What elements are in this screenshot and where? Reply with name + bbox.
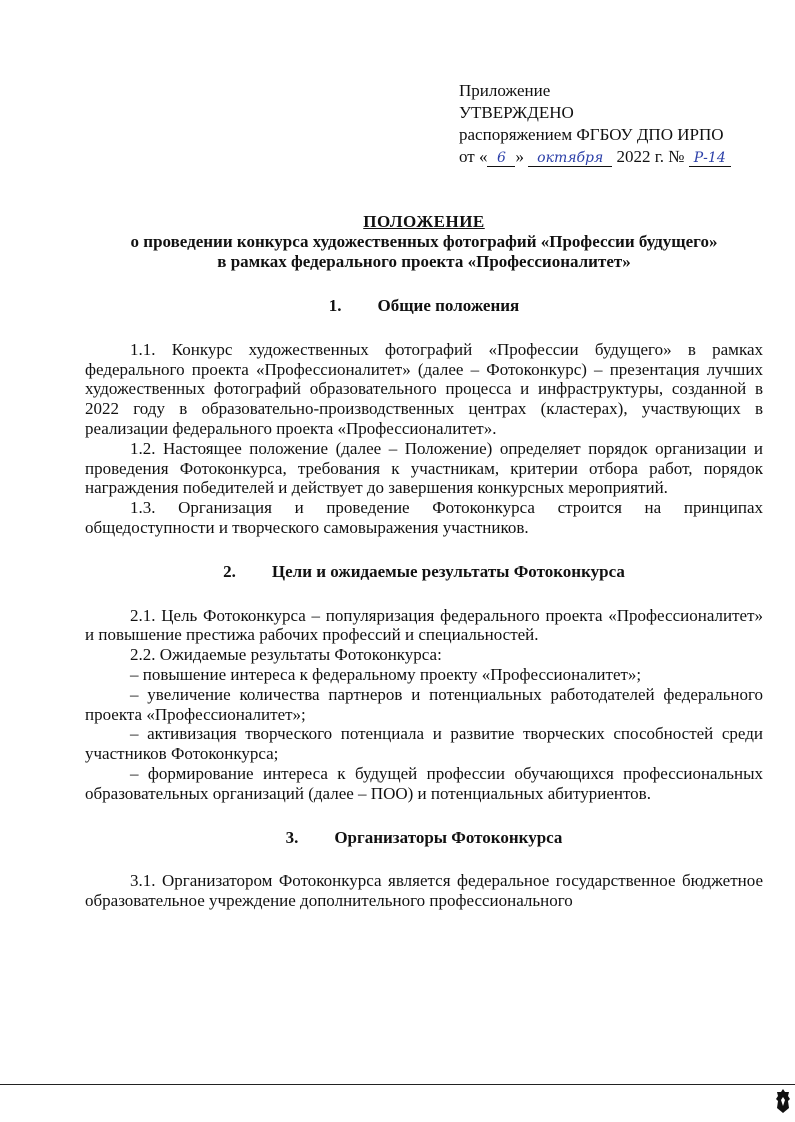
- handwritten-day: 6: [487, 150, 515, 167]
- section-number: 1.: [328, 296, 342, 315]
- document-title: [85, 212, 763, 272]
- paragraph-3-1: 3.1. Организатором Фотоконкурса является федеральное государственное бюджетное образовательное учреждение дополнительного профессионального: [85, 871, 763, 911]
- handwritten-month: октября: [528, 150, 612, 167]
- paragraph-1-3: 1.3. Организация и проведение Фотоконкурса строится на принципах общедоступности и творческого самовыражения участников.: [85, 498, 763, 537]
- section-title: Организаторы Фотоконкурса: [334, 827, 563, 847]
- footer-divider: [0, 1084, 795, 1085]
- section-3-heading: [85, 828, 763, 848]
- section-1-heading: [85, 296, 763, 316]
- approval-date-line: [459, 146, 731, 168]
- coat-of-arms-icon: [775, 1088, 791, 1114]
- year-text: 2022 г. №: [616, 147, 685, 166]
- bullet-item: – повышение интереса к федеральному проекту «Профессионалитет»;: [130, 664, 642, 684]
- bullet-item: – увеличение количества партнеров и потенциальных работодателей федерального проекта «Профессионалитет»;: [85, 684, 763, 724]
- paragraph-2-2: 2.2. Ожидаемые результаты Фотоконкурса:: [130, 645, 442, 665]
- title-line-3: в рамках федерального проекта «Профессионалитет»: [217, 252, 631, 271]
- approval-stamp: [459, 80, 731, 168]
- document-body: [85, 296, 763, 911]
- paragraph-1-2: 1.2. Настоящее положение (далее – Положение) определяет порядок организации и проведения Фотоконкурса, требования к участникам, критерии отбора работ, порядок награждения победителей и действует до завершения конкурсных мероприятий.: [85, 438, 763, 498]
- date-mid: »: [515, 147, 524, 166]
- section-title: Общие положения: [377, 296, 520, 315]
- appendix-label: Приложение: [459, 81, 551, 100]
- date-prefix: от «: [459, 147, 488, 166]
- order-issuer: распоряжением ФГБОУ ДПО ИРПО: [459, 125, 724, 144]
- bullet-item: – активизация творческого потенциала и развитие творческих способностей среди участников Фотоконкурса;: [85, 724, 763, 764]
- section-number: 3.: [285, 827, 299, 847]
- handwritten-number: Р-14: [689, 150, 731, 167]
- approved-label: УТВЕРЖДЕНО: [459, 103, 574, 122]
- bullet-item: – формирование интереса к будущей профессии обучающихся профессиональных образовательных организаций (далее – ПОО) и потенциальных абитуриентов.: [85, 763, 763, 803]
- title-main: ПОЛОЖЕНИЕ: [363, 212, 485, 231]
- paragraph-1-1: 1.1. Конкурс художественных фотографий «Профессии будущего» в рамках федерального проекта «Профессионалитет» (далее – Фотоконкурс) – презентация лучших художественных фотографий образовательного процесса и инфраструктуры, созданной в 2022 году в образовательно-производственных центрах (кластерах), участвующих в реализации федерального проекта «Профессионалитет».: [85, 339, 763, 438]
- section-number: 2.: [223, 561, 236, 581]
- title-line-2: о проведении конкурса художественных фотографий «Профессии будущего»: [130, 232, 718, 251]
- section-title: Цели и ожидаемые результаты Фотоконкурса: [271, 561, 625, 581]
- section-2-heading: [85, 562, 763, 582]
- paragraph-2-1: 2.1. Цель Фотоконкурса – популяризация федерального проекта «Профессионалитет» и повышение престижа рабочих профессий и специальностей.: [85, 605, 763, 645]
